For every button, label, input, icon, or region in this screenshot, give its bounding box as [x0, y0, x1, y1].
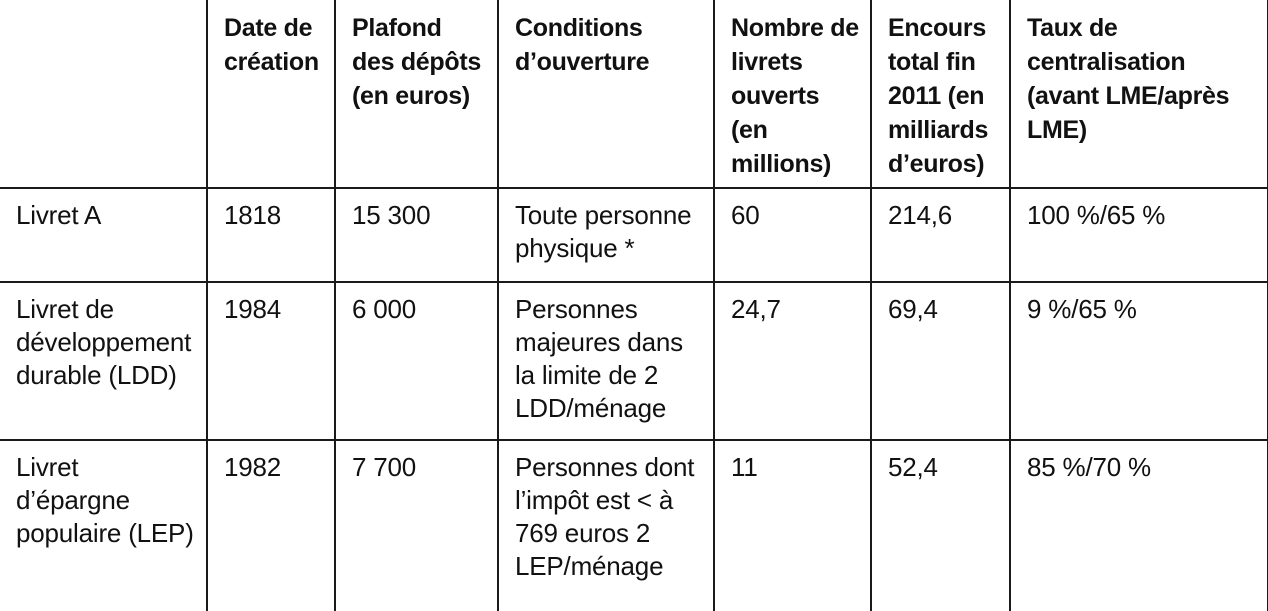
header-encours-total: Encours total fin 2011 (en milliards d’euros): [871, 0, 1010, 188]
table-row: [0, 440, 1268, 611]
cell-taux: 9 %/65 %: [1010, 282, 1268, 440]
cell-encours: 69,4: [871, 282, 1010, 440]
cell-nombre-livrets: 60: [714, 188, 871, 282]
table-body: [0, 188, 1268, 611]
header-plafond-depots: Plafond des dépôts (en euros): [335, 0, 498, 188]
header-empty-corner: [0, 0, 207, 188]
cell-nombre-livrets: 24,7: [714, 282, 871, 440]
cell-plafond: 15 300: [335, 188, 498, 282]
cell-plafond: 6 000: [335, 282, 498, 440]
cell-conditions: Toute personne physique *: [498, 188, 714, 282]
cell-conditions: Personnes dont l’impôt est < à 769 euros 2 LEP/ménage: [498, 440, 714, 611]
cell-date-creation: 1818: [207, 188, 335, 282]
cell-date-creation: 1982: [207, 440, 335, 611]
cell-nombre-livrets: 11: [714, 440, 871, 611]
table-row: [0, 282, 1268, 440]
cell-livret-name: Livret A: [0, 188, 207, 282]
header-date-creation: Date de création: [207, 0, 335, 188]
table-header: [0, 0, 1268, 188]
cell-livret-name: Livret de développement durable (LDD): [0, 282, 207, 440]
cell-plafond: 7 700: [335, 440, 498, 611]
cell-encours: 214,6: [871, 188, 1010, 282]
header-nombre-livrets: Nombre de livrets ouverts (en millions): [714, 0, 871, 188]
header-taux-centralisation: Taux de centralisation (avant LME/après LME): [1010, 0, 1268, 188]
cell-conditions: Personnes majeures dans la limite de 2 LDD/ménage: [498, 282, 714, 440]
cell-taux: 85 %/70 %: [1010, 440, 1268, 611]
cell-date-creation: 1984: [207, 282, 335, 440]
table-row: [0, 188, 1268, 282]
header-row: [0, 0, 1268, 188]
header-conditions-ouverture: Conditions d’ouverture: [498, 0, 714, 188]
cell-encours: 52,4: [871, 440, 1010, 611]
cell-taux: 100 %/65 %: [1010, 188, 1268, 282]
cell-livret-name: Livret d’épargne populaire (LEP): [0, 440, 207, 611]
